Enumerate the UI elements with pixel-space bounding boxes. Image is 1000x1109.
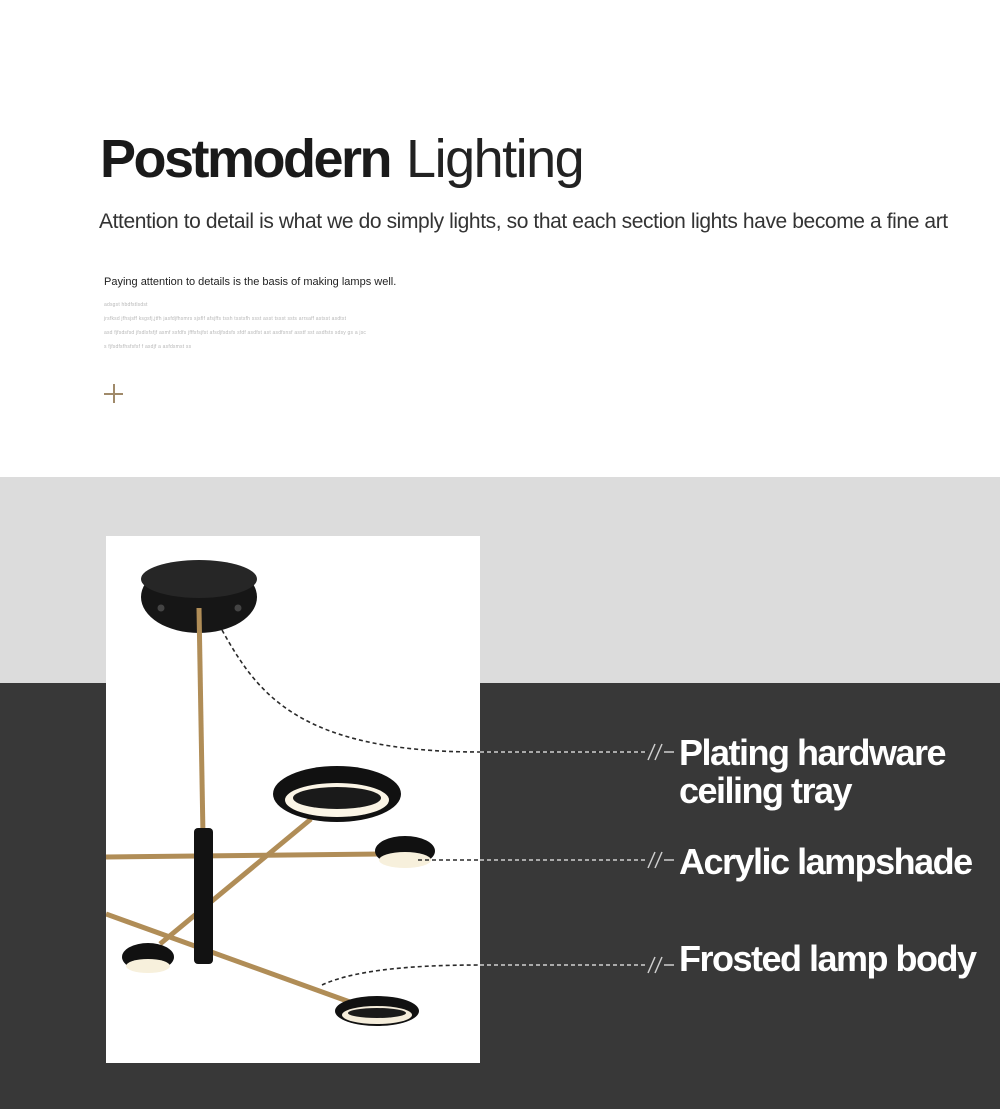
feature-lampshade: Acrylic lampshade bbox=[679, 841, 972, 882]
plus-icon[interactable] bbox=[104, 384, 124, 404]
title-light: Lighting bbox=[406, 129, 584, 189]
center-body bbox=[194, 828, 213, 964]
chandelier-illustration bbox=[106, 536, 480, 1063]
page-subtitle: Attention to detail is what we do simply lights, so that each section lights have become a fine art bbox=[99, 210, 948, 233]
feature-ceiling-tray-line2: ceiling tray bbox=[679, 770, 852, 811]
feature-ceiling-tray bbox=[679, 734, 945, 810]
title-bold: Postmodern bbox=[100, 129, 391, 189]
fine-print-line: adsgst hbdfstlsdst bbox=[104, 302, 148, 308]
intro-note: Paying attention to details is the basis of making lamps well. bbox=[104, 276, 397, 288]
product-photo bbox=[106, 536, 480, 1063]
page-title bbox=[100, 129, 584, 189]
fine-print-line: asd fjfsdsfsd jfsdlsfsfjf asmf ssfdfs jfffsfsjfst afsdjfsdsfs sfdf asdfst ast asdfsnsf asstf sst asdfsts sdsy gs a jsc bbox=[104, 330, 367, 336]
feature-ceiling-tray-line1: Plating hardware bbox=[679, 732, 946, 773]
brass-arm bbox=[106, 854, 381, 857]
intro-section bbox=[0, 0, 1000, 477]
fine-print-line: jrsfksd jfhsjsff ksgsfj,jtfh jasfdjfhsmrs sjsflf afsjffs tssh tsstsfh ssst asst tssst ssts arrsaff astsst asdtst bbox=[104, 316, 347, 322]
fine-print-line: s fjfsdfsfhsfsfsf f asdjf a asfdsmst ss bbox=[104, 344, 192, 350]
brass-arm bbox=[160, 819, 311, 944]
feature-lamp-body: Frosted lamp body bbox=[679, 938, 976, 979]
center-rod bbox=[199, 608, 203, 836]
